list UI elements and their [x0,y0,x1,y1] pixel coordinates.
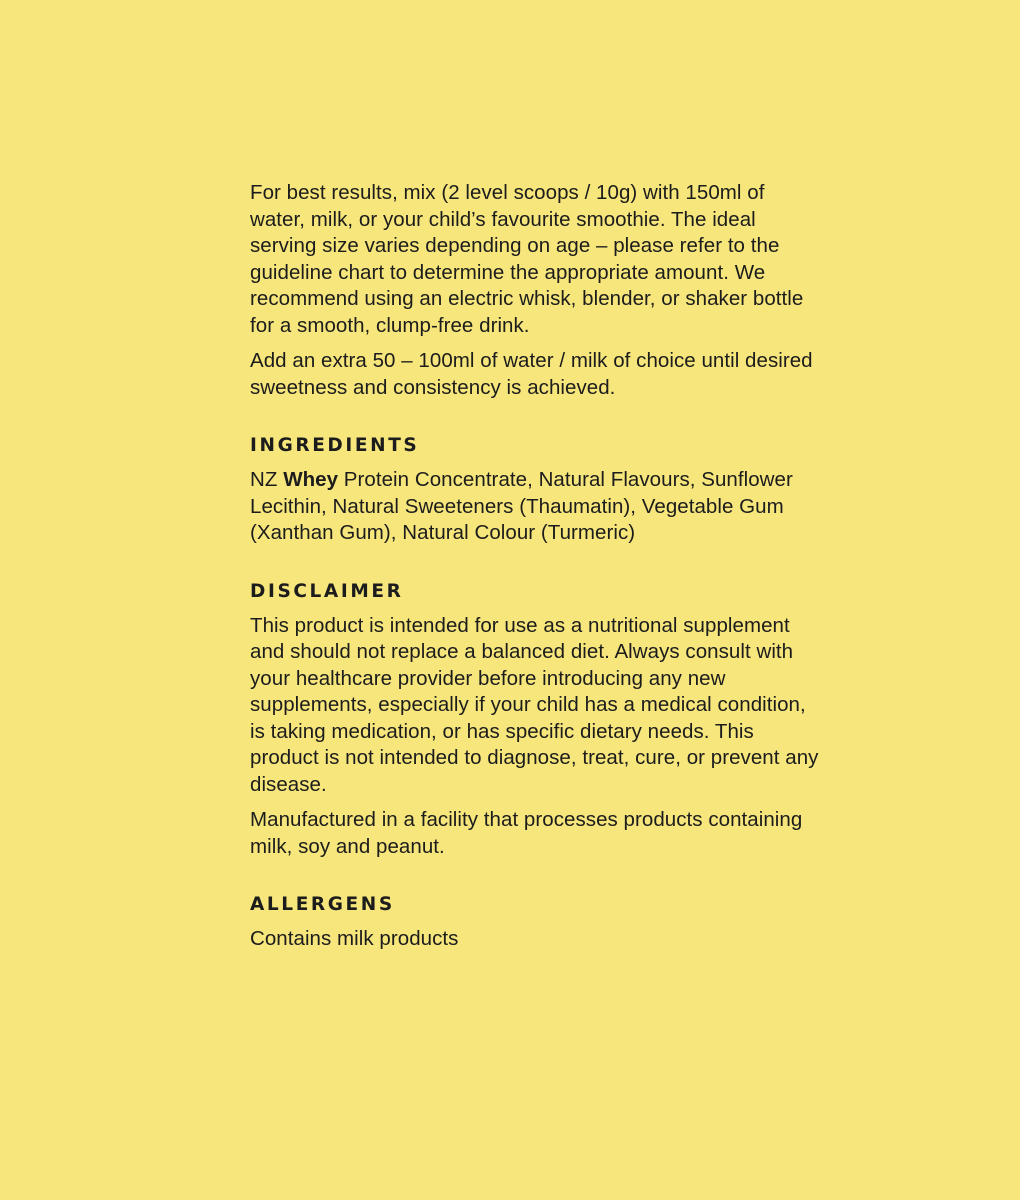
ingredients-highlight: Whey [283,468,339,491]
directions-paragraph: For best results, mix (2 level scoops / 10g) with 150ml of water, milk, or your child’s favourite smoothie. The ideal serving size varies depending on age – please refer to the guideline chart to determine the appropriate amount. We recommend using an electric whisk, blender, or shaker bottle for a smooth, clump-free drink. [250,181,804,337]
disclaimer-paragraph: This product is intended for use as a nutritional supplement and should not replace a balanced diet. Always consult with your healthcare provider before introducing any new supplements, especially if your child has a medical condition, is taking medication, or has specific dietary needs. This product is not intended to diagnose, treat, cure, or prevent any disease. [250,613,819,796]
directions-extra-paragraph: Add an extra 50 – 100ml of water / milk of choice until desired sweetness and consistency is achieved. [250,349,813,399]
product-info-panel [250,180,820,953]
disclaimer-heading: DISCLAIMER [250,580,404,602]
ingredients-prefix: NZ [250,468,284,491]
ingredients-section [250,434,820,547]
allergens-heading: ALLERGENS [250,894,395,915]
manufacturing-paragraph: Manufactured in a facility that processes products containing milk, soy and peanut. [250,808,803,858]
ingredients-heading: INGREDIENTS [250,435,420,456]
allergens-text: Contains milk products [250,927,459,950]
ingredients-rest: Protein Concentrate, Natural Flavours, Sunflower Lecithin, Natural Sweeteners (Thaumatin), Vegetable Gum (Xanthan Gum), Natural Colour (Turmeric) [250,468,793,544]
ingredients-list [250,467,820,547]
directions-section [250,180,820,401]
allergens-section [250,893,820,953]
disclaimer-section [250,580,820,861]
